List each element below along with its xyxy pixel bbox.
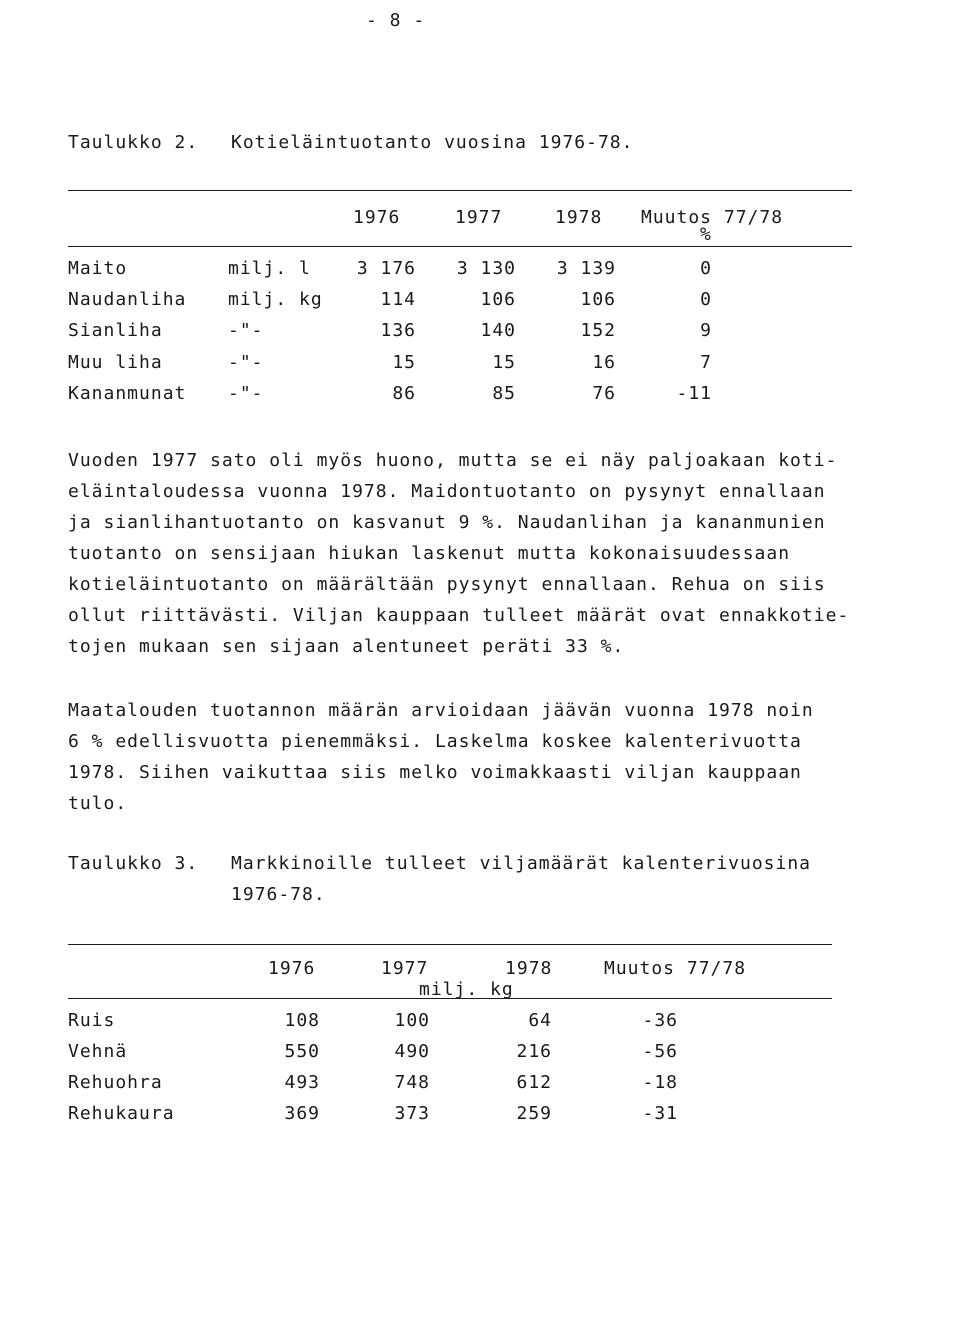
- table2-row-1977: 106: [480, 289, 516, 310]
- table2-row-unit: -"-: [228, 383, 264, 404]
- table2-row-unit: milj. l: [228, 258, 311, 279]
- table3-row-1978: 259: [516, 1103, 552, 1124]
- table2-row-unit: -"-: [228, 352, 264, 373]
- table3-header-unit: milj. kg: [419, 979, 514, 1000]
- table2-row-1978: 76: [592, 383, 616, 404]
- paragraph-2: [68, 695, 888, 819]
- table3-header-1977: 1977: [381, 958, 429, 979]
- table3-row-1976: 369: [284, 1103, 320, 1124]
- paragraph1-line: ja sianlihantuotanto on kasvanut 9 %. Naudanlihan ja kananmunien: [68, 512, 826, 533]
- paragraph1-line: eläintaloudessa vuonna 1978. Maidontuotanto on pysynyt ennallaan: [68, 481, 826, 502]
- table3-row-change: -31: [642, 1103, 678, 1124]
- table3-row-1976: 108: [284, 1010, 320, 1031]
- table2-label: Taulukko 2.: [68, 132, 199, 153]
- table2-row-1978: 152: [580, 320, 616, 341]
- table2-row-change: 9: [700, 320, 712, 341]
- table3-top-rule: [68, 944, 832, 945]
- table3-title-line1: Markkinoille tulleet viljamäärät kalenterivuosina: [231, 853, 812, 874]
- paragraph1-line: tuotanto on sensijaan hiukan laskenut mutta kokonaisuudessaan: [68, 543, 791, 564]
- table2-row-1976: 136: [380, 320, 416, 341]
- table3-header-1978: 1978: [505, 958, 553, 979]
- table3-header-change: Muutos 77/78: [604, 958, 747, 979]
- paragraph1-line: kotieläintuotanto on määrältään pysynyt ennallaan. Rehua on siis: [68, 574, 826, 595]
- paragraph2-line: Maatalouden tuotannon määrän arvioidaan jäävän vuonna 1978 noin: [68, 700, 814, 721]
- table2-header-change-unit: %: [700, 224, 712, 245]
- table2-row-change: 7: [700, 352, 712, 373]
- table3-row-1978: 216: [516, 1041, 552, 1062]
- table2-row-unit: milj. kg: [228, 289, 323, 310]
- table2-row-change: 0: [700, 258, 712, 279]
- table3-row-change: -18: [642, 1072, 678, 1093]
- table2-row-1977: 85: [492, 383, 516, 404]
- table3-title-line2: 1976-78.: [231, 884, 326, 905]
- table2-header-rule: [68, 246, 852, 247]
- table3-row-1977: 748: [394, 1072, 430, 1093]
- table2-row-1976: 15: [392, 352, 416, 373]
- table3-row-name: Rehukaura: [68, 1103, 175, 1124]
- table2-header-change: Muutos 77/78: [641, 207, 784, 228]
- table3-header-rule: [68, 998, 832, 999]
- table2-row-1978: 106: [580, 289, 616, 310]
- table3-row-1978: 64: [528, 1010, 552, 1031]
- table2-row-1977: 140: [480, 320, 516, 341]
- table2-row-name: Sianliha: [68, 320, 163, 341]
- table2-row-1976: 86: [392, 383, 416, 404]
- table3-row-1977: 373: [394, 1103, 430, 1124]
- table3-row-1976: 550: [284, 1041, 320, 1062]
- table2-row-change: -11: [676, 383, 712, 404]
- table2-row-name: Kananmunat: [68, 383, 187, 404]
- table2-row-change: 0: [700, 289, 712, 310]
- table3-row-1977: 100: [394, 1010, 430, 1031]
- table2-row-name: Muu liha: [68, 352, 163, 373]
- table3-header-1976: 1976: [268, 958, 316, 979]
- table2-header-1977: 1977: [455, 207, 503, 228]
- paragraph1-line: ollut riittävästi. Viljan kauppaan tulleet määrät ovat ennakkotie-: [68, 605, 850, 626]
- table2-header-1976: 1976: [353, 207, 401, 228]
- paragraph1-line: Vuoden 1977 sato oli myös huono, mutta se ei näy paljoakaan koti-: [68, 450, 838, 471]
- table2-row-unit: -"-: [228, 320, 264, 341]
- table2-row-1976: 3 176: [356, 258, 416, 279]
- table3-row-name: Rehuohra: [68, 1072, 163, 1093]
- table2-header-1978: 1978: [555, 207, 603, 228]
- paragraph1-line: tojen mukaan sen sijaan alentuneet peräti 33 %.: [68, 636, 625, 657]
- table2-row-name: Maito: [68, 258, 128, 279]
- table2-row-1977: 3 130: [456, 258, 516, 279]
- table3-row-change: -56: [642, 1041, 678, 1062]
- table2-row-1976: 114: [380, 289, 416, 310]
- table2-row-1978: 3 139: [556, 258, 616, 279]
- table3-row-change: -36: [642, 1010, 678, 1031]
- table2-top-rule: [68, 190, 852, 191]
- page-number: - 8 -: [366, 10, 426, 31]
- table3-label: Taulukko 3.: [68, 853, 199, 874]
- table3-row-1976: 493: [284, 1072, 320, 1093]
- table3-row-1977: 490: [394, 1041, 430, 1062]
- table3-row-name: Ruis: [68, 1010, 116, 1031]
- paragraph-1: [68, 445, 888, 662]
- table3-row-name: Vehnä: [68, 1041, 128, 1062]
- table2-row-1977: 15: [492, 352, 516, 373]
- table2-row-1978: 16: [592, 352, 616, 373]
- paragraph2-line: 6 % edellisvuotta pienemmäksi. Laskelma koskee kalenterivuotta: [68, 731, 802, 752]
- paragraph2-line: 1978. Siihen vaikuttaa siis melko voimakkaasti viljan kauppaan: [68, 762, 802, 783]
- paragraph2-line: tulo.: [68, 793, 128, 814]
- table3-row-1978: 612: [516, 1072, 552, 1093]
- table2-row-name: Naudanliha: [68, 289, 187, 310]
- table2-title: Kotieläintuotanto vuosina 1976-78.: [231, 132, 634, 153]
